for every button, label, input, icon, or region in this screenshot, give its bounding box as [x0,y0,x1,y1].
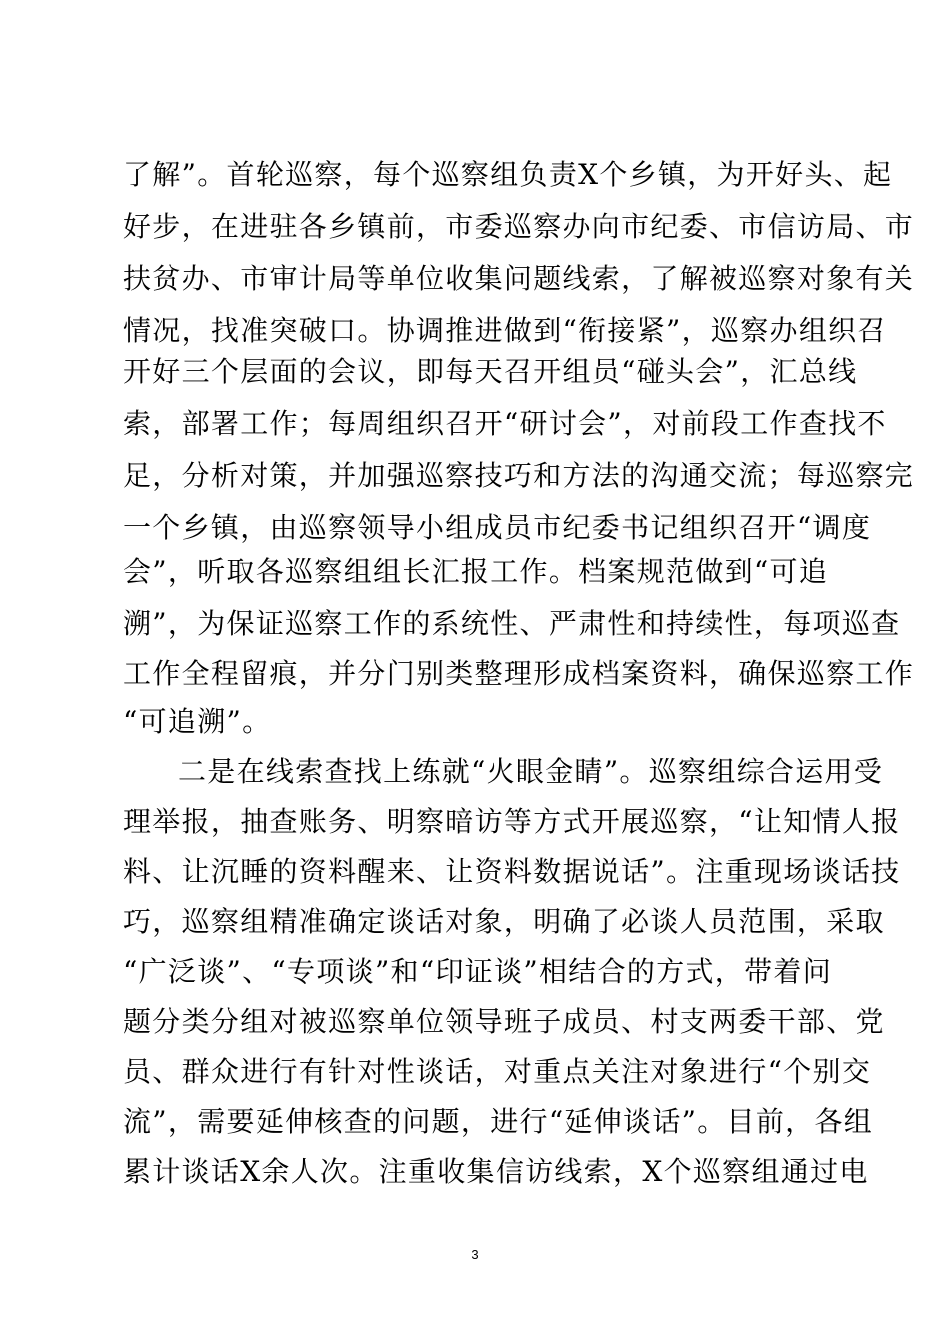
paragraph-lead-line: 二是在线索查找上练就“火眼金睛”。巡察组综合运用受 [178,755,884,788]
text-line: 理举报，抽查账务、明察暗访等方式开展巡察，“让知情人报 [123,805,901,838]
text-line: 巧，巡察组精准确定谈话对象，明确了必谈人员范围，采取 [123,905,885,938]
page-number: 3 [471,1247,479,1262]
text-line: 题分类分组对被巡察单位领导班子成员、村支两委干部、党 [123,1005,885,1038]
text-line: 会”，听取各巡察组组长汇报工作。档案规范做到“可追 [123,555,829,588]
text-line: 流”，需要延伸核查的问题，进行“延伸谈话”。目前，各组 [123,1105,874,1138]
text-line: “可追溯”。 [123,705,272,738]
text-line: 扶贫办、市审计局等单位收集问题线索，了解被巡察对象有关 [123,262,915,295]
text-line: 工作全程留痕，并分门别类整理形成档案资料，确保巡察工作 [123,657,915,690]
text-line: 累计谈话X余人次。注重收集信访线索，X个巡察组通过电 [123,1155,869,1188]
text-line: 一个乡镇，由巡察领导小组成员市纪委书记组织召开“调度 [123,511,872,544]
text-line: 好步，在进驻各乡镇前，市委巡察办向市纪委、市信访局、市 [123,210,915,243]
text-line: 员、群众进行有针对性谈话，对重点关注对象进行“个别交 [123,1055,872,1088]
text-line: 了解”。首轮巡察，每个巡察组负责X个乡镇，为开好头、起 [123,158,893,191]
text-line: 溯”，为保证巡察工作的系统性、严肃性和持续性，每项巡查 [123,607,901,640]
text-line: 足，分析对策，并加强巡察技巧和方法的沟通交流；每巡察完 [123,459,915,492]
text-line: 开好三个层面的会议，即每天召开组员“碰头会”，汇总线 [123,355,858,388]
text-line: 情况，找准突破口。协调推进做到“衔接紧”，巡察办组织召 [123,314,887,347]
text-line: 索，部署工作；每周组织召开“研讨会”，对前段工作查找不 [123,407,887,440]
text-line: 料、让沉睡的资料醒来、让资料数据说话”。注重现场谈话技 [123,855,901,888]
text-line: “广泛谈”、“专项谈”和“印证谈”相结合的方式，带着问 [123,955,832,988]
